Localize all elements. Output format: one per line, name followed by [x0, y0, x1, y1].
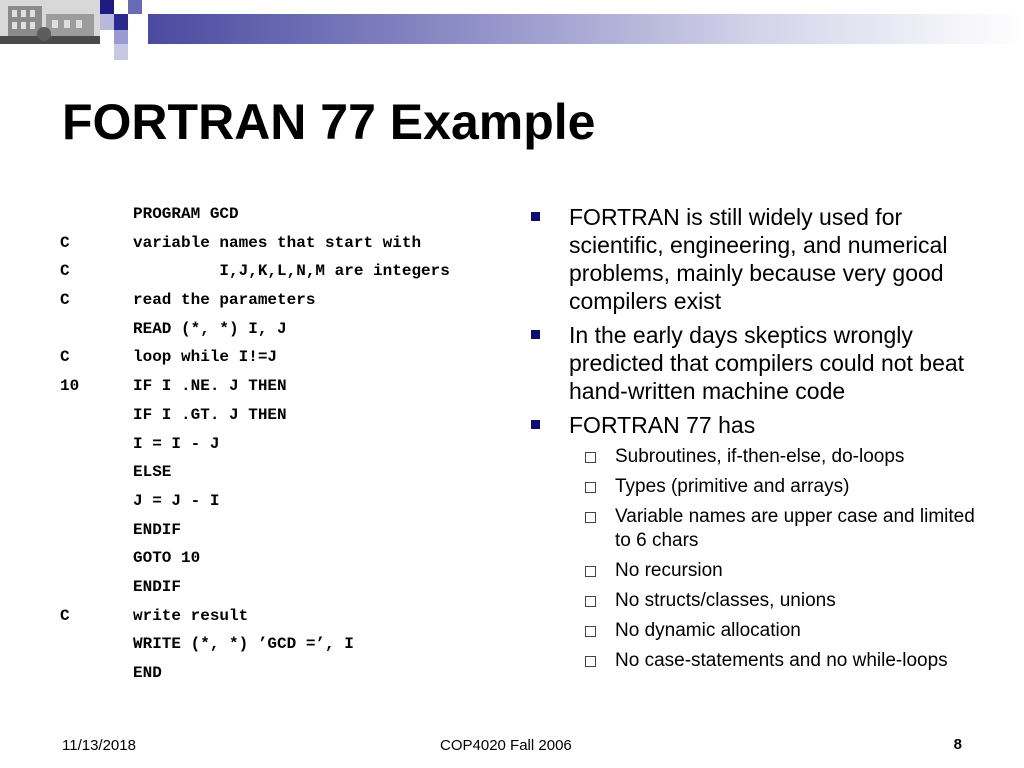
sub-bullet-item	[530, 619, 980, 643]
code-listing	[60, 202, 510, 690]
code-line	[60, 575, 510, 604]
bullet-item	[530, 321, 980, 405]
code-line-label: C	[60, 606, 70, 625]
code-line-text: IF I .NE. J THEN	[133, 377, 287, 396]
sub-bullet-text: No case-statements and no while-loops	[615, 650, 948, 671]
banner-square	[114, 44, 128, 60]
sub-bullet-item	[530, 475, 980, 499]
hollow-square-bullet-icon	[585, 452, 596, 463]
banner-square	[114, 0, 128, 14]
code-line	[60, 345, 510, 374]
footer-course: COP4020 Fall 2006	[440, 737, 572, 754]
bullet-text: In the early days skeptics wrongly predicted that compilers could not beat hand-written machine code	[569, 322, 965, 404]
sub-bullet-text: No structs/classes, unions	[615, 590, 836, 611]
code-line-text: ELSE	[133, 463, 172, 482]
square-bullet-icon	[531, 330, 540, 339]
sub-bullet-item	[530, 649, 980, 673]
code-line-label: C	[60, 291, 70, 310]
hollow-square-bullet-icon	[585, 512, 596, 523]
sub-bullet-item	[530, 589, 980, 613]
banner-square	[100, 14, 114, 30]
banner-square	[128, 14, 148, 44]
sub-bullet-list	[530, 445, 980, 673]
bullet-item	[530, 411, 980, 439]
code-line-label: C	[60, 262, 70, 281]
code-line	[60, 374, 510, 403]
code-line	[60, 661, 510, 690]
hollow-square-bullet-icon	[585, 596, 596, 607]
code-line	[60, 231, 510, 260]
code-line-text: IF I .GT. J THEN	[133, 405, 287, 424]
sub-bullet-text: Subroutines, if-then-else, do-loops	[615, 446, 905, 467]
code-line	[60, 403, 510, 432]
code-line-text: read the parameters	[133, 291, 316, 310]
code-line-text: ENDIF	[133, 577, 182, 596]
sub-bullet-text: No recursion	[615, 560, 723, 581]
sub-bullet-text: Variable names are upper case and limited to 6 chars	[615, 506, 975, 551]
code-line	[60, 460, 510, 489]
footer-date: 11/13/2018	[62, 737, 136, 754]
code-line	[60, 489, 510, 518]
code-line	[60, 518, 510, 547]
slide-number: 8	[953, 736, 962, 753]
sub-bullet-item	[530, 559, 980, 583]
banner-gradient-bar	[148, 14, 1024, 44]
square-bullet-icon	[531, 212, 540, 221]
code-line-text: variable names that start with	[133, 233, 422, 252]
banner-square	[100, 0, 114, 14]
sub-bullet-text: Types (primitive and arrays)	[615, 476, 850, 497]
campus-photo	[0, 0, 100, 44]
sub-bullet-item	[530, 445, 980, 469]
bullet-text: FORTRAN 77 has	[569, 412, 756, 438]
code-line-text: loop while I!=J	[133, 348, 278, 367]
banner-square	[114, 14, 128, 30]
code-line-text: END	[133, 664, 162, 682]
hollow-square-bullet-icon	[585, 626, 596, 637]
hollow-square-bullet-icon	[585, 656, 596, 667]
code-line-text: J = J - I	[133, 491, 220, 510]
code-line-label: C	[60, 348, 70, 367]
slide-title: FORTRAN 77 Example	[62, 94, 596, 150]
square-bullet-icon	[531, 420, 540, 429]
code-line-text: WRITE (*, *) ’GCD =’, I	[133, 635, 354, 654]
bullet-text: FORTRAN is still widely used for scientific, engineering, and numerical problems, mainly because very good compilers exist	[569, 204, 948, 314]
hollow-square-bullet-icon	[585, 566, 596, 577]
code-line	[60, 259, 510, 288]
code-line	[60, 632, 510, 661]
banner-square	[128, 0, 142, 14]
code-line	[60, 546, 510, 575]
hollow-square-bullet-icon	[585, 482, 596, 493]
code-line-text: PROGRAM GCD	[133, 205, 239, 223]
bullet-item	[530, 203, 980, 315]
campus-building-image	[0, 0, 100, 44]
header-banner	[0, 0, 1024, 62]
code-line-label: 10	[60, 377, 80, 396]
banner-square	[114, 30, 128, 44]
sub-bullet-item	[530, 505, 980, 553]
code-line-text: READ (*, *) I, J	[133, 319, 287, 338]
code-line-text: I,J,K,L,N,M are integers	[133, 262, 450, 281]
code-line-text: ENDIF	[133, 520, 182, 539]
code-line-text: GOTO 10	[133, 549, 201, 568]
code-line	[60, 202, 510, 231]
bullet-list	[530, 203, 980, 679]
code-line-text: I = I - J	[133, 434, 220, 453]
code-line	[60, 432, 510, 461]
code-line-text: write result	[133, 606, 249, 625]
code-line	[60, 604, 510, 633]
code-line	[60, 288, 510, 317]
sub-bullet-text: No dynamic allocation	[615, 620, 801, 641]
banner-square	[100, 30, 114, 44]
code-line	[60, 317, 510, 346]
code-line-label: C	[60, 233, 70, 252]
